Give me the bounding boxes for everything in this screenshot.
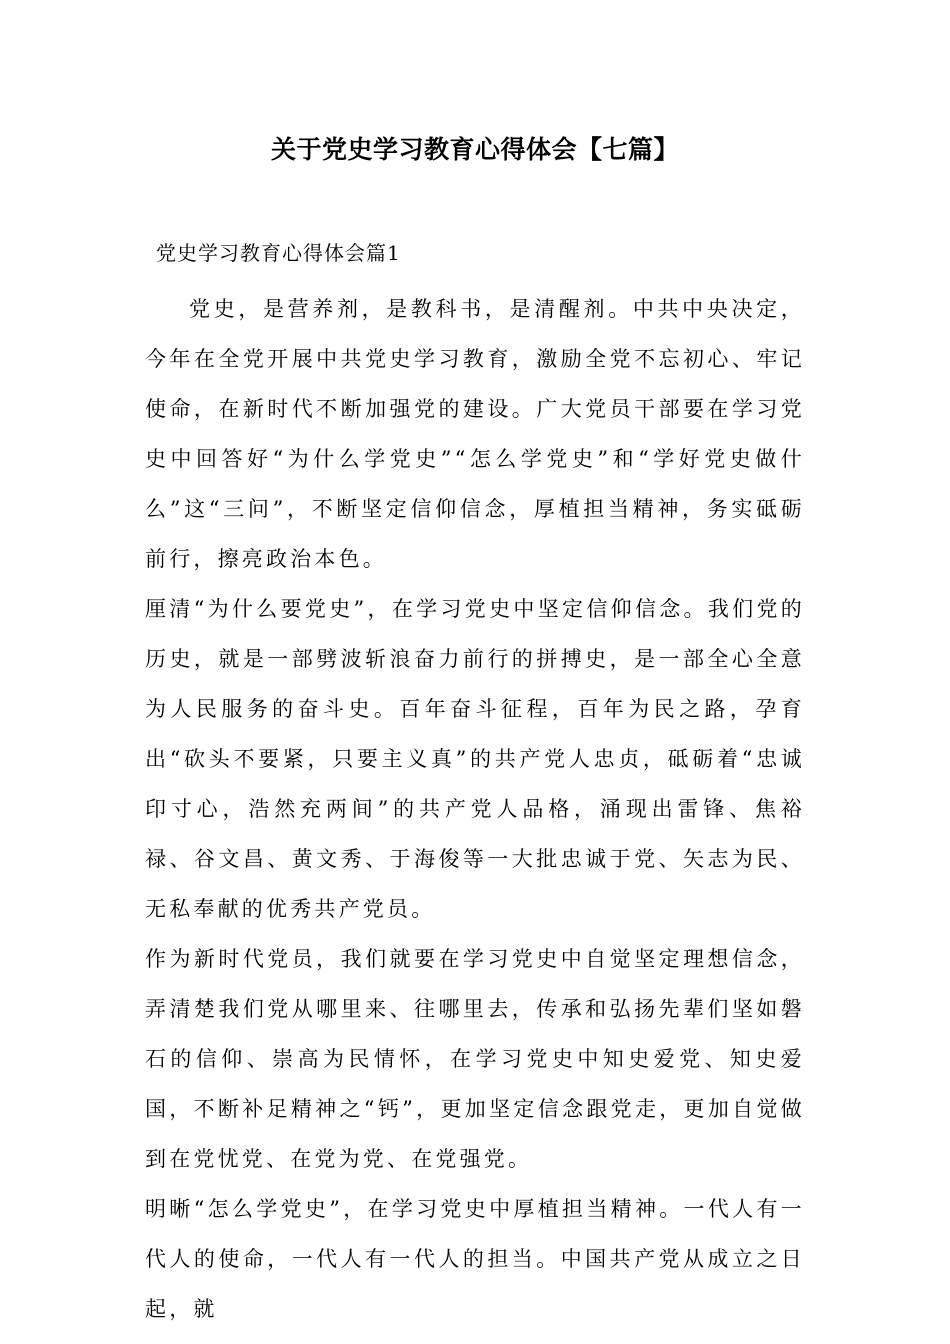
paragraph: 明晰“怎么学党史”，在学习党史中厚植担当精神。一代人有一代人的使命，一代人有一代人的担当。中国共产党从成立之日起，就 [145, 1197, 805, 1321]
paragraph: 作为新时代党员，我们就要在学习党史中自觉坚定理想信念，弄清楚我们党从哪里来、往哪里去，传承和弘扬先辈们坚如磐石的信仰、崇高为民情怀，在学习党史中知史爱党、知史爱国，不断补足精神之“钙”，更加坚定信念跟党走，更加自觉做到在党忧党、在党为党、在党强党。 [145, 947, 805, 1171]
paragraph: 党史，是营养剂，是教科书，是清醒剂。中共中央决定，今年在全党开展中共党史学习教育，激励全党不忘初心、牢记使命，在新时代不断加强党的建设。广大党员干部要在学习党史中回答好“为什么学党史”“怎么学党史”和“学好党史做什么”这“三问”，不断坚定信仰信念，厚植担当精神，务实砥砺前行，擦亮政治本色。 [145, 297, 805, 571]
document-body [145, 284, 805, 1334]
section-heading: 党史学习教育心得体会篇1 [156, 241, 401, 265]
document-title: 关于党史学习教育心得体会【七篇】 [270, 135, 679, 164]
paragraph: 厘清“为什么要党史”，在学习党史中坚定信仰信念。我们党的历史，就是一部劈波斩浪奋力前行的拼搏史，是一部全心全意为人民服务的奋斗史。百年奋斗征程，百年为民之路，孕育出“砍头不要紧，只要主义真”的共产党人忠贞，砥砺着“忠诚印寸心，浩然充两间”的共产党人品格，涌现出雷锋、焦裕禄、谷文昌、黄文秀、于海俊等一大批忠诚于党、矢志为民、无私奉献的优秀共产党员。 [145, 597, 805, 921]
